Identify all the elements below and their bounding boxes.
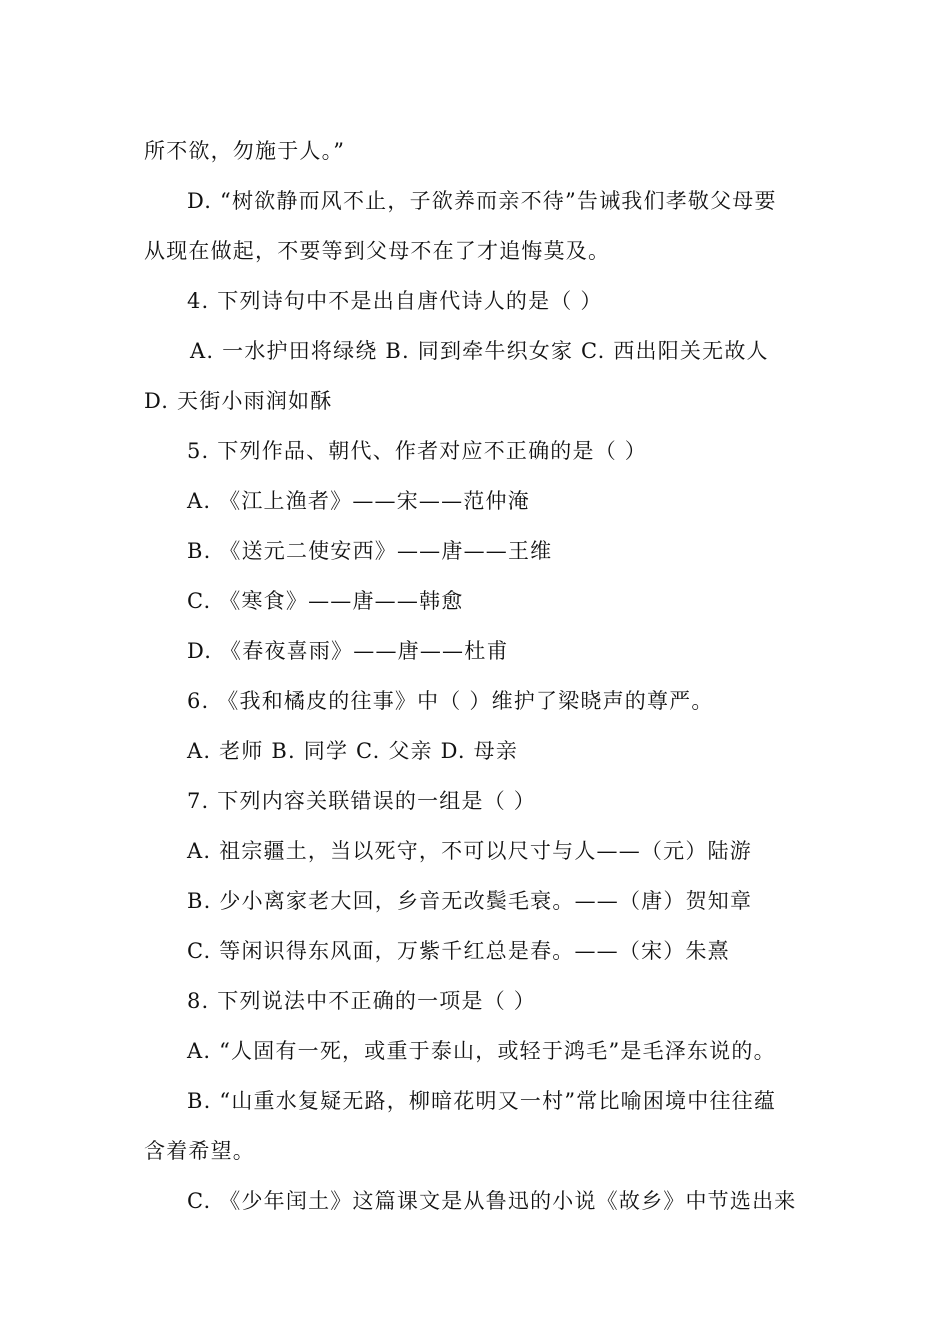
question-8-option-b-continuation: 含着希望。 bbox=[144, 1139, 255, 1163]
option-d-q3: D. “树欲静而风不止，子欲养而亲不待”告诫我们孝敬父母要 bbox=[187, 189, 777, 213]
question-5-option-c: C. 《寒食》——唐——韩愈 bbox=[187, 589, 464, 613]
question-7-option-a: A. 祖宗疆土，当以死守，不可以尺寸与人——（元）陆游 bbox=[187, 839, 752, 863]
question-8-option-c: C. 《少年闰土》这篇课文是从鲁迅的小说《故乡》中节选出来 bbox=[187, 1189, 797, 1213]
question-5-option-a: A. 《江上渔者》——宋——范仲淹 bbox=[187, 489, 530, 513]
question-8: 8. 下列说法中不正确的一项是（ ） bbox=[187, 989, 536, 1013]
question-7-option-c: C. 等闲识得东风面，万紫千红总是春。——（宋）朱熹 bbox=[187, 939, 730, 963]
question-5-option-b: B. 《送元二使安西》——唐——王维 bbox=[187, 539, 553, 563]
question-7-option-b: B. 少小离家老大回，乡音无改鬓毛衰。——（唐）贺知章 bbox=[187, 889, 753, 913]
question-6: 6. 《我和橘皮的往事》中（ ）维护了梁晓声的尊严。 bbox=[187, 689, 714, 713]
option-d-q3-continuation: 从现在做起，不要等到父母不在了才追悔莫及。 bbox=[144, 239, 611, 263]
question-8-option-b: B. “山重水复疑无路，柳暗花明又一村”常比喻困境中往往蕴 bbox=[187, 1089, 777, 1113]
question-4-option-d: D. 天街小雨润如酥 bbox=[144, 389, 333, 413]
question-4-options: A. 一水护田将绿绕 B. 同到牵牛织女家 C. 西出阳关无故人 bbox=[190, 339, 769, 363]
text-line-continuation: 所不欲，勿施于人。” bbox=[144, 139, 346, 163]
question-8-option-a: A. “人固有一死，或重于泰山，或轻于鸿毛”是毛泽东说的。 bbox=[187, 1039, 776, 1063]
question-6-options: A. 老师 B. 同学 C. 父亲 D. 母亲 bbox=[187, 739, 519, 763]
question-4: 4. 下列诗句中不是出自唐代诗人的是（ ） bbox=[187, 289, 603, 313]
question-5-option-d: D. 《春夜喜雨》——唐——杜甫 bbox=[187, 639, 509, 663]
question-5: 5. 下列作品、朝代、作者对应不正确的是（ ） bbox=[187, 439, 647, 463]
question-7: 7. 下列内容关联错误的一组是（ ） bbox=[187, 789, 536, 813]
